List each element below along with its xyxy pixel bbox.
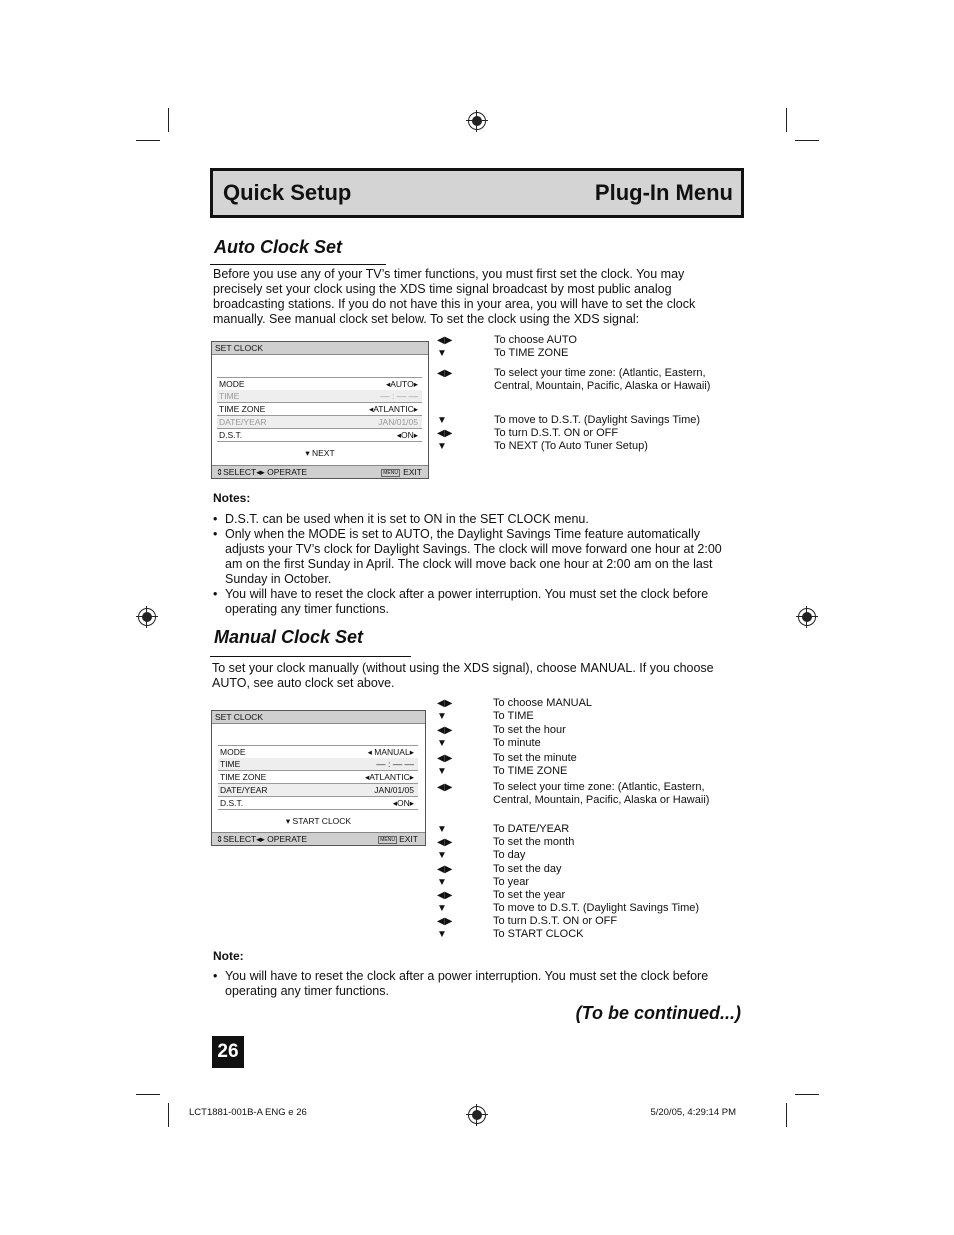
menu-title: SET CLOCK <box>215 712 264 722</box>
crop-mark <box>786 1103 787 1127</box>
note-heading: Note: <box>213 949 244 963</box>
registration-mark-icon <box>138 608 156 626</box>
to-be-continued: (To be continued...) <box>575 1003 741 1023</box>
menu-row-mode: MODE ◂ MANUAL▸ <box>218 745 418 759</box>
crop-mark <box>168 1103 169 1127</box>
footer-operate: OPERATE <box>267 467 308 477</box>
menu-row-time-zone: TIME ZONE ◂ATLANTIC▸ <box>217 403 422 416</box>
menu-key-icon: MENU <box>383 470 398 476</box>
header-title-left: Quick Setup <box>223 180 352 205</box>
menu-title: SET CLOCK <box>215 343 264 353</box>
footer-exit: EXIT <box>403 467 422 477</box>
crop-mark <box>795 140 819 141</box>
crop-mark <box>168 108 169 132</box>
registration-mark-icon <box>798 608 816 626</box>
footer-file-info: LCT1881-001B-A ENG e 26 <box>189 1107 307 1118</box>
footer-operate: OPERATE <box>267 834 308 844</box>
auto-notes-list: • D.S.T. can be used when it is set to ON in the SET CLOCK menu. • Only when the MODE is set to AUTO, the Daylight Savings Time feature automatically adjusts your TV’s clock for Daylight Savings. The clock will move forward one hour at 2:00 am on the first Sunday in April. The clock will move back one hour at 2:00 am on the last Sunday in October. • You will have to reset the clock after a power interruption. You must set the clock before operating any timer functions. <box>213 512 722 616</box>
footer-exit: EXIT <box>399 834 418 844</box>
section-divider <box>210 656 411 657</box>
auto-set-clock-menu: SET CLOCK MODE ◂AUTO▸ TIME –– : –– –– TIME ZONE ◂ATLANTIC▸ DATE/YEAR JAN/01/05 D.S.T. ◂ON▸ ▾ NEXT ⇕SELECT◂▸ OPERATE MENU EXIT <box>211 341 429 479</box>
menu-row-date-year: DATE/YEAR JAN/01/05 <box>218 784 418 797</box>
notes-heading: Notes: <box>213 491 251 505</box>
auto-controls: ◀▶ To choose AUTO ▼ To TIME ZONE ◀▶ To select your time zone: (Atlantic, Eastern, Central, Mountain, Pacific, Alaska or Hawaii) ▼ To move to D.S.T. (Daylight Savings Time) ◀▶ To turn D.S.T. ON or OFF ▼ To NEXT (To Auto Tuner Setup) <box>437 334 711 452</box>
header-title-right: Plug-In Menu <box>594 180 733 205</box>
crop-mark <box>136 1094 160 1095</box>
manual-set-clock-menu: SET CLOCK MODE ◂ MANUAL▸ TIME –– : –– –– TIME ZONE ◂ATLANTIC▸ DATE/YEAR JAN/01/05 D.S.T. ◂ON▸ ▾ START CLOCK ⇕SELECT◂▸ OPERATE MENU EXIT <box>211 710 426 846</box>
menu-next: ▾ NEXT <box>305 448 335 458</box>
footer-select: SELECT <box>223 467 257 477</box>
manual-clock-title: Manual Clock Set <box>214 627 364 647</box>
crop-mark <box>786 108 787 132</box>
auto-clock-title: Auto Clock Set <box>214 237 343 257</box>
menu-row-time: TIME –– : –– –– <box>218 758 418 771</box>
registration-mark-icon <box>468 112 486 130</box>
manual-notes-list: • You will have to reset the clock after a power interruption. You must set the clock before operating any timer functions. <box>213 969 709 998</box>
manual-controls: ◀▶ To choose MANUAL ▼ To TIME ◀▶ To set the hour ▼ To minute ◀▶ To set the minute ▼ To TIME ZONE ◀▶ To select your time zone: (Atlantic, Eastern, Central, Mountain, Pacific, Alaska or Hawaii) ▼ To DATE/YEAR ◀▶ To set the month ▼ To day ◀▶ To set the day ▼ To year ◀▶ To set the year ▼ To move to D.S.T. (Daylight Savings Time) ◀▶ To turn D.S.T. ON or OFF ▼ To START CLOCK <box>437 697 710 940</box>
menu-row-dst: D.S.T. ◂ON▸ <box>218 797 418 810</box>
menu-row-time-zone: TIME ZONE ◂ATLANTIC▸ <box>218 771 418 784</box>
footer-select: SELECT <box>223 834 257 844</box>
menu-row-mode: MODE ◂AUTO▸ <box>217 377 422 391</box>
menu-start-clock: ▾ START CLOCK <box>285 816 352 826</box>
registration-mark-icon <box>468 1106 486 1124</box>
page-number: 26 <box>212 1036 244 1068</box>
menu-row-dst: D.S.T. ◂ON▸ <box>217 429 422 442</box>
manual-intro: To set your clock manually (without using the XDS signal), choose MANUAL. If you choose AUTO, see auto clock set above. <box>212 661 714 690</box>
footer-timestamp: 5/20/05, 4:29:14 PM <box>650 1107 736 1118</box>
page-header <box>210 168 744 218</box>
crop-mark <box>136 140 160 141</box>
auto-intro: Before you use any of your TV’s timer functions, you must first set the clock. You may precisely set your clock using the XDS time signal broadcast by most public analog broadcasting stations. If you do not have this in your area, you will have to set the clock manually. See manual clock set below. To set the clock using the XDS signal: <box>213 267 696 326</box>
section-divider <box>210 264 386 265</box>
menu-row-date-year: DATE/YEAR JAN/01/05 <box>217 416 422 429</box>
menu-key-icon: MENU <box>380 837 395 843</box>
crop-mark <box>795 1094 819 1095</box>
menu-row-time: TIME –– : –– –– <box>217 390 422 403</box>
